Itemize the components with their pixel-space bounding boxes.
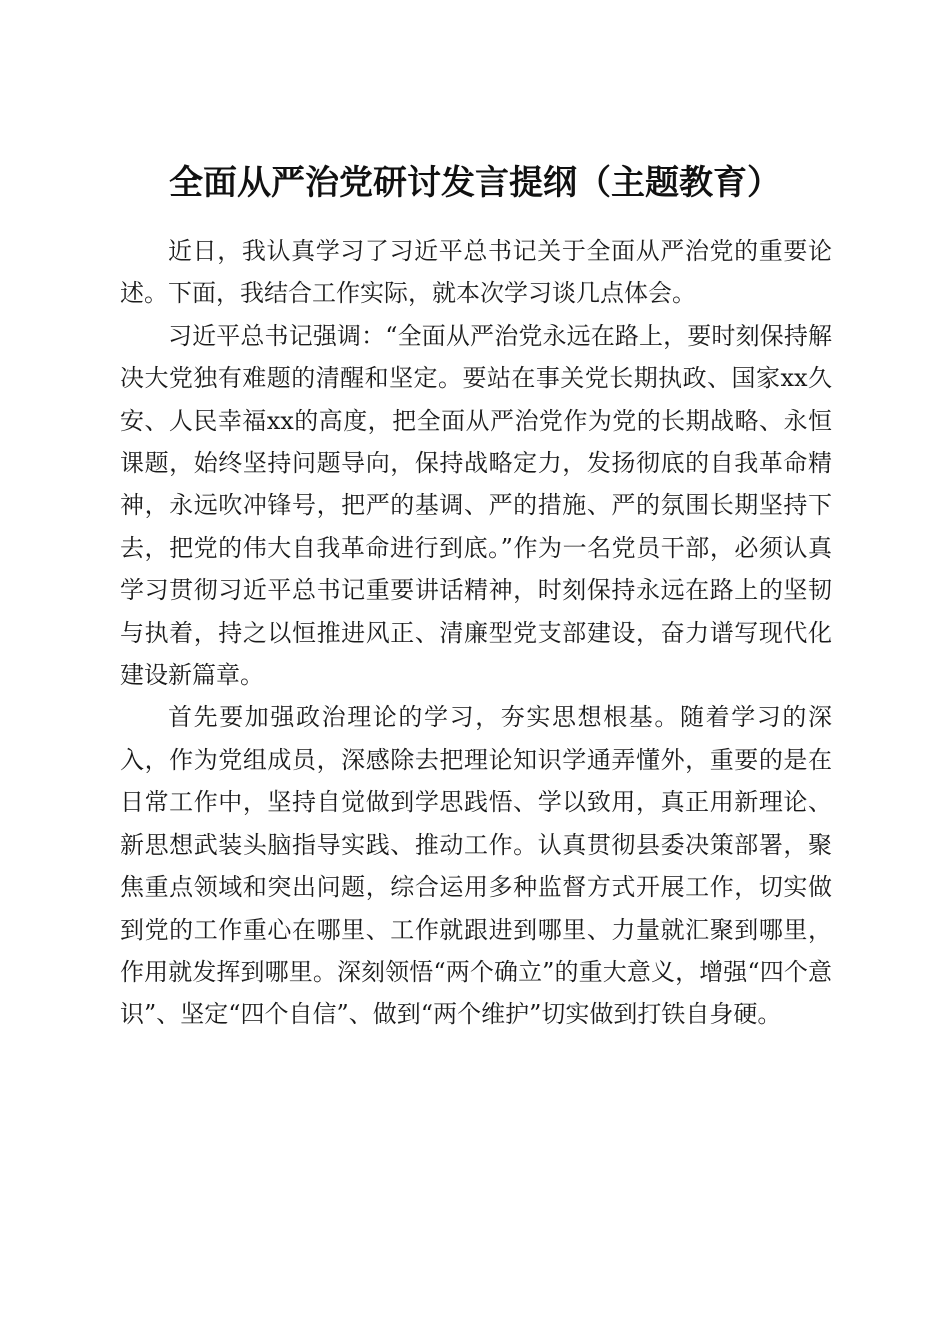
paragraph-quote: 习近平总书记强调：“全面从严治党永远在路上，要时刻保持解决大党独有难题的清醒和坚定。要站在事关党长期执政、国家xx久安、人民幸福xx的高度，把全面从严治党作为党的长期战略、永恒课题，始终坚持问题导向，保持战略定力，发扬彻底的自我革命精神，永远吹冲锋号，把严的基调、严的措施、严的氛围长期坚持下去，把党的伟大自我革命进行到底。”作为一名党员干部，必须认真学习贯彻习近平总书记重要讲话精神，时刻保持永远在路上的坚韧与执着，持之以恒推进风正、清廉型党支部建设，奋力谱写现代化建设新篇章。 xyxy=(120,321,832,690)
document-body xyxy=(120,230,832,1036)
paragraph-theory-study: 首先要加强政治理论的学习，夯实思想根基。随着学习的深入，作为党组成员，深感除去把理论知识学通弄懂外，重要的是在日常工作中，坚持自觉做到学思践悟、学以致用，真正用新理论、新思想武装头脑指导实践、推动工作。认真贯彻县委决策部署，聚焦重点领域和突出问题，综合运用多种监督方式开展工作，切实做到党的工作重心在哪里、工作就跟进到哪里、力量就汇聚到哪里，作用就发挥到哪里。深刻领悟“两个确立”的重大意义，增强“四个意识”、坚定“四个自信”、做到“两个维护”切实做到打铁自身硬。 xyxy=(120,703,832,1029)
paragraph-intro: 近日，我认真学习了习近平总书记关于全面从严治党的重要论述。下面，我结合工作实际，就本次学习谈几点体会。 xyxy=(120,237,832,308)
document-title: 全面从严治党研讨发言提纲（主题教育） xyxy=(169,162,781,203)
